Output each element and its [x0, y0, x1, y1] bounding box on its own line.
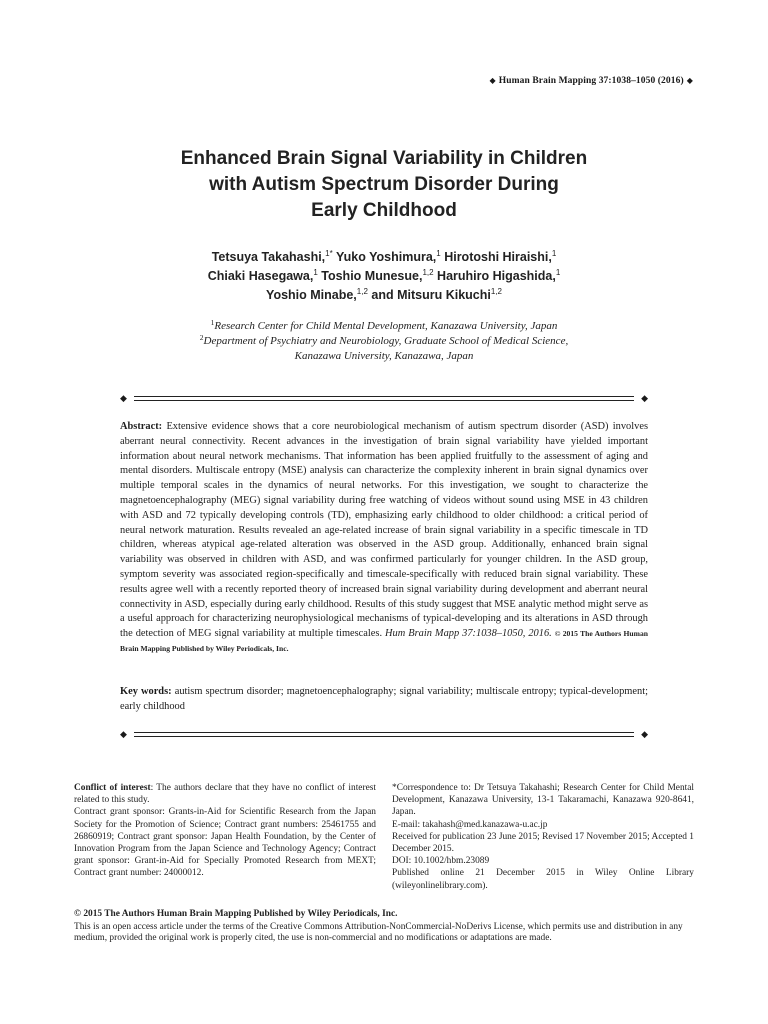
- author-name: Yoshio Minabe,: [266, 288, 357, 302]
- received-dates: Received for publication 23 June 2015; Revised 17 November 2015; Accepted 1 December 2015.: [392, 831, 694, 855]
- affiliation-list: [120, 319, 648, 364]
- title-line: Enhanced Brain Signal Variability in Children: [180, 148, 588, 169]
- affiliation-text: Research Center for Child Mental Development, Kanazawa University, Japan: [214, 320, 558, 332]
- author-affiliation-mark: 1: [313, 268, 318, 277]
- author-name: Haruhiro Higashida,: [437, 269, 556, 283]
- diamond-icon: ◆: [686, 76, 693, 85]
- author-name: Hirotoshi Hiraishi,: [444, 250, 552, 264]
- diamond-icon: ◆: [489, 76, 496, 85]
- abstract-text: Extensive evidence shows that a core neurobiological mechanism of autism spectrum disorder (ASD) involves aberrant neural connectivity. Recent advances in the investigation of brain signal variability have yielded important information about neural network mechanisms. That information has been applied fruitfully to the assessment of aging and mental disorders. Multiscale entropy (MSE) analysis can characterize the complexity inherent in brain signal dynamics over multiple temporal scales in the dynamics of neural networks. For this investigation, we sought to characterize the magnetoencephalography (MEG) signal variability during free watching of videos without sound using MSE in 43 children with ASD and 72 typically developing controls (TD), emphasizing early childhood to older childhood: a critical period of neural network maturation. Results revealed an age-related increase of brain signal variability in a specific timescale in TD children, whereas atypical age-related alteration was observed in the ASD group. Additionally, enhanced brain signal variability was observed in children with ASD, and was confirmed particularly for younger children. In the ASD group, symptom severity was associated region-specifically and timescale-specifically with reduced brain signal variability. These results agree well with a recently reported theory of increased brain signal variability during development and aberrant neural connectivity in ASD, especially during early childhood. Results of this study suggest that MSE analytic method might serve as a useful approach for characterizing neurophysiological mechanisms of typical-developing and its alterations in ASD through the detection of MEG signal variability at multiple timescales.: [120, 421, 648, 640]
- doi: DOI: 10.1002/hbm.23089: [392, 856, 490, 867]
- author-name: Chiaki Hasegawa,: [207, 269, 314, 283]
- license-copyright: © 2015 The Authors Human Brain Mapping Published by Wiley Periodicals, Inc.: [74, 909, 398, 919]
- author-name: Yuko Yoshimura,: [335, 250, 437, 264]
- conflict-text: : The authors declare that they have no conflict of interest related to this study.: [74, 783, 376, 806]
- diamond-icon: ◆: [120, 393, 127, 403]
- email: E-mail: takahash@med.kanazawa-u.ac.jp: [392, 819, 548, 830]
- journal-citation: Human Brain Mapping 37:1038–1050 (2016): [498, 76, 684, 86]
- diamond-icon: ◆: [120, 729, 127, 739]
- author-list: [120, 248, 648, 305]
- author-affiliation-mark: 1,2: [490, 287, 502, 296]
- correspondence: *Correspondence to: Dr Tetsuya Takahashi; Research Center for Child Mental Development, Kanazawa University, 13-1 Takaramachi, Kanazawa 920-8641, Japan.: [392, 783, 694, 818]
- footnote-right: [392, 782, 694, 892]
- affiliation-mark: 2: [199, 333, 204, 342]
- running-head: [487, 75, 696, 86]
- affiliation-mark: 1: [210, 318, 215, 327]
- affiliation: [120, 334, 648, 349]
- author-name: Tetsuya Takahashi,: [211, 250, 326, 264]
- abstract-citation: Hum Brain Mapp 37:1038–1050, 2016.: [385, 628, 552, 640]
- keywords-text: autism spectrum disorder; magnetoencephalography; signal variability; multiscale entropy; typical-development; early childhood: [120, 686, 648, 712]
- title-line: with Autism Spectrum Disorder During: [209, 174, 559, 195]
- published-online: Published online 21 December 2015 in Wiley Online Library (wileyonlinelibrary.com).: [392, 868, 694, 891]
- abstract-copyright: © 2015 The Authors Human Brain Mapping Published by Wiley Periodicals, Inc.: [120, 629, 648, 653]
- section-divider: [120, 730, 648, 740]
- grant-text: Contract grant sponsor: Grants-in-Aid for Scientific Research from the Japan Society for the Promotion of Science; Contract grant numbers: 25461755 and 26860919; Contract grant sponsor: Japan Health Foundation, by the Center of Innovation Program from the Japan Science and Technology Agency; Contract grant sponsor: Grant-in-Aid for Specially Promoted Research from MEXT; Contract grant number: 24000012.: [74, 807, 376, 879]
- author-affiliation-mark: 1: [551, 249, 557, 258]
- author-affiliation-mark: 1: [436, 249, 441, 258]
- license-block: [74, 909, 694, 945]
- section-divider: [120, 394, 648, 404]
- affiliation-continuation: Kanazawa University, Kanazawa, Japan: [294, 350, 474, 362]
- author-name: and Mitsuru Kikuchi: [371, 288, 491, 302]
- conflict-label: Conflict of interest: [74, 783, 151, 793]
- abstract-label: Abstract:: [120, 421, 163, 432]
- keywords-label: Key words:: [120, 686, 172, 697]
- diamond-icon: ◆: [641, 729, 648, 739]
- author-affiliation-mark: 1: [555, 268, 561, 277]
- title-line: Early Childhood: [311, 200, 457, 221]
- affiliation: [120, 319, 648, 334]
- footnote-left: [74, 782, 376, 880]
- abstract: [120, 420, 648, 657]
- author-line: [120, 267, 648, 286]
- license-text: This is an open access article under the terms of the Creative Commons Attribution-NonCommercial-NoDerivs License, which permits use and distribution in any medium, provided the original work is properly cited, the use is non-commercial and no modifications or adaptations are made.: [74, 921, 683, 944]
- author-name: Toshio Munesue,: [321, 269, 423, 283]
- diamond-icon: ◆: [641, 393, 648, 403]
- author-affiliation-mark: 1*: [325, 249, 333, 258]
- author-affiliation-mark: 1,2: [356, 287, 368, 296]
- author-affiliation-mark: 1,2: [422, 268, 434, 277]
- keywords: [120, 685, 648, 715]
- author-line: [120, 248, 648, 267]
- author-line: [120, 286, 648, 305]
- affiliation-text: Department of Psychiatry and Neurobiology, Graduate School of Medical Science,: [203, 335, 569, 347]
- article-title: [120, 146, 648, 224]
